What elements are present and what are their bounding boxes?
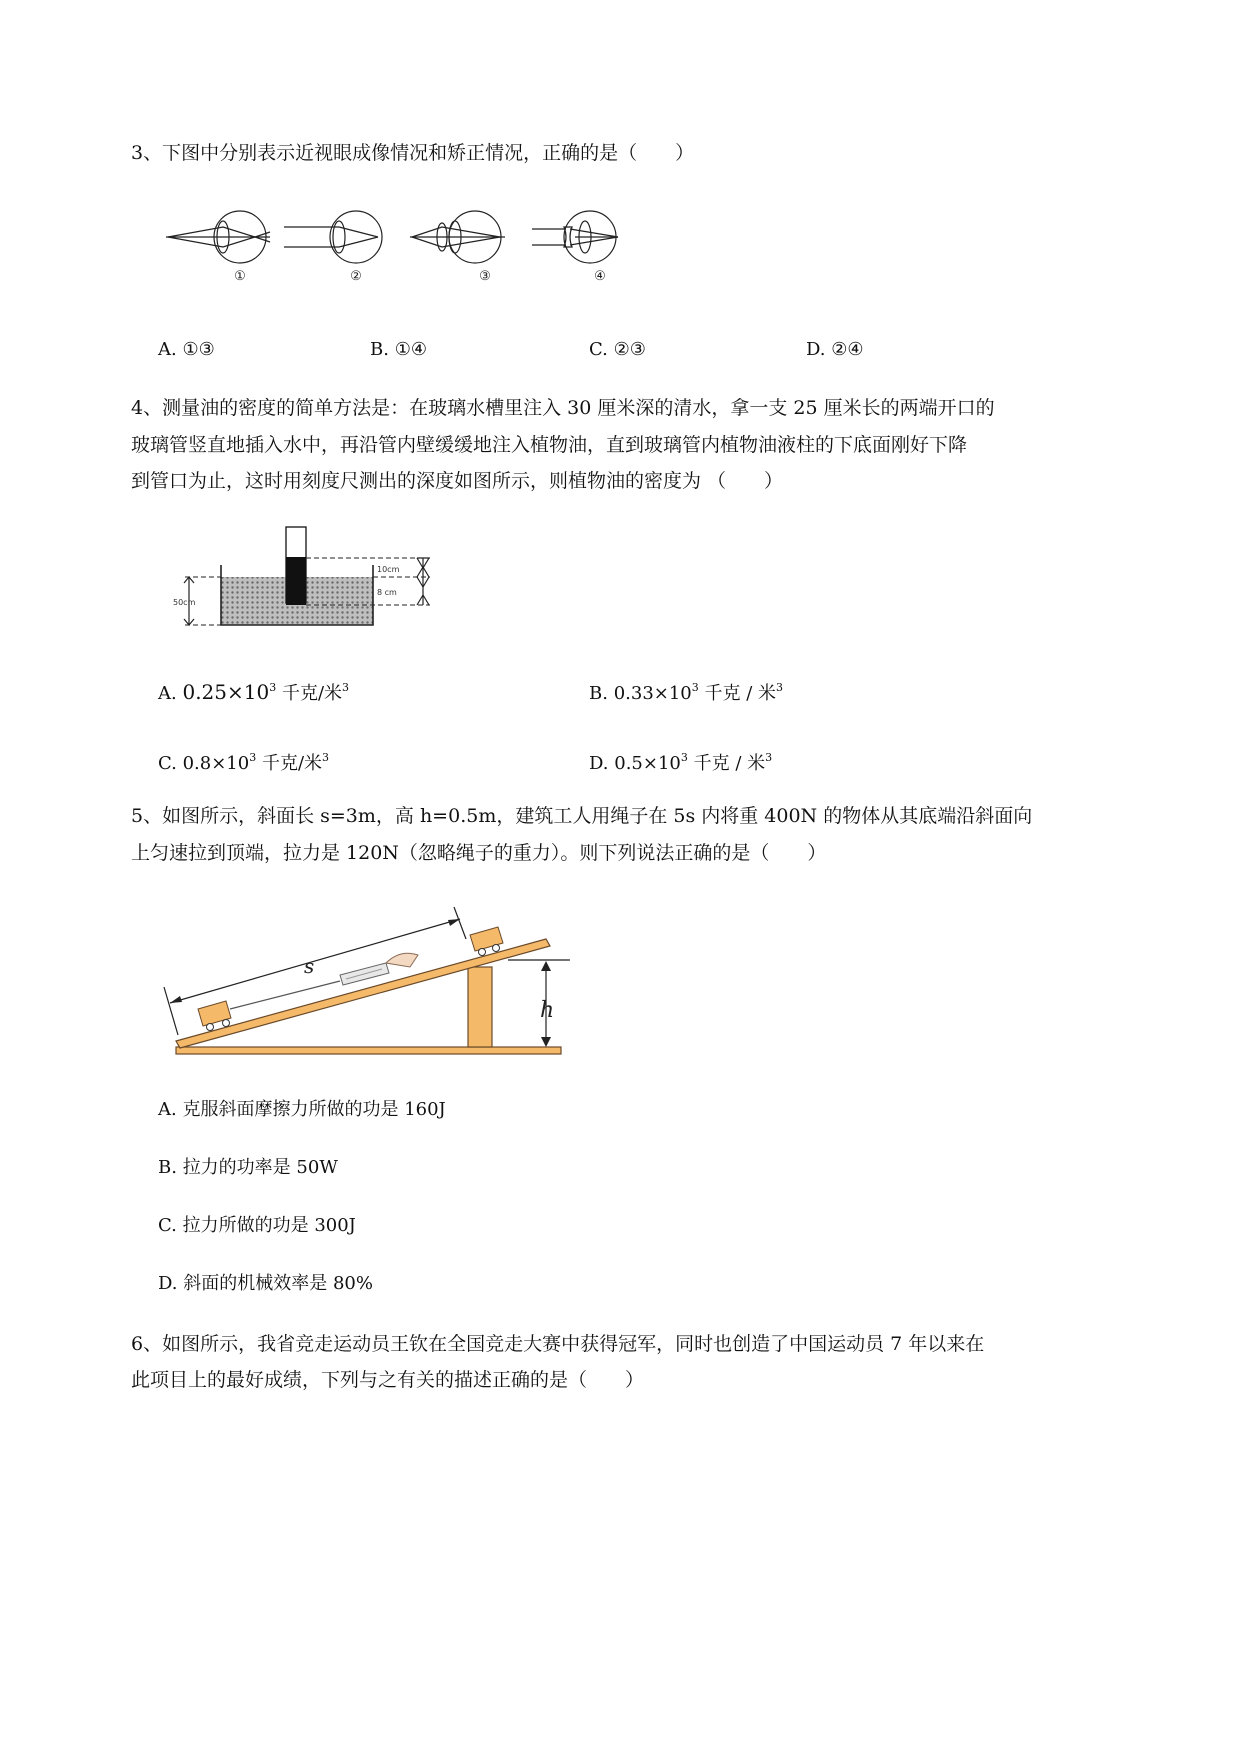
option-text: ①③ [182,339,215,360]
option-letter: C. [158,753,177,774]
q4-option-a[interactable] [158,676,349,706]
option-text: 斜面的机械效率是 80% [183,1273,373,1294]
option-letter: D. [158,1273,178,1294]
option-unit: 千克/米$^3$ [261,751,330,774]
q5-stem-line-1: 5、如图所示，斜面长 s=3m，高 h=0.5m，建筑工人用绳子在 5s 内将重 400N 的物体从其底端沿斜面向 [131,805,1033,827]
eye-label-1: ① [234,269,246,284]
option-text: ②④ [831,339,864,360]
q5-incline-diagram [160,905,580,1065]
q3-option-c[interactable] [589,338,646,362]
eye-label-3: ③ [479,269,491,284]
eye-diagram-2 [284,211,382,263]
option-letter: B. [370,339,389,360]
option-unit: 千克/米$^3$ [281,681,350,704]
label-s: s [304,954,315,978]
option-text: 克服斜面摩擦力所做的功是 160J [182,1099,446,1120]
option-unit: 千克 / 米$^3$ [704,681,784,704]
q5-option-c[interactable] [158,1214,356,1238]
q4-option-d[interactable] [589,746,772,776]
q5-option-a[interactable] [158,1098,446,1122]
option-text: ②③ [613,339,646,360]
eye-label-2: ② [350,269,362,284]
incline-board [176,939,550,1048]
lower-cart [198,1001,231,1031]
option-letter: D. [806,339,826,360]
option-text: 拉力的功率是 50W [182,1157,338,1178]
q5-option-d[interactable] [158,1272,373,1296]
q4-tank-diagram [165,525,445,635]
option-letter: A. [158,1099,177,1120]
q3-stem: 3、下图中分别表示近视眼成像情况和矫正情况，正确的是（ ） [131,142,695,164]
upper-cart [470,927,503,956]
option-letter: B. [158,1157,177,1178]
q3-option-a[interactable] [158,338,215,362]
q3-option-d[interactable] [806,338,864,362]
eye-label-4: ④ [594,269,606,284]
option-unit: 千克 / 米$^3$ [693,751,773,774]
q6-stem-line-1: 6、如图所示，我省竞走运动员王钦在全国竞走大赛中获得冠军，同时也创造了中国运动员 7 年以来在 [131,1333,985,1355]
q3-eye-diagrams [160,205,640,285]
q4-option-c[interactable] [158,746,329,776]
eye-diagram-3 [410,211,505,263]
q4-stem-line-3: 到管口为止，这时用刻度尺测出的深度如图所示，则植物油的密度为 （ ） [131,470,784,492]
option-value: $0.25\times 10^3$ [182,680,277,704]
option-letter: A. [158,683,177,704]
oil-column [286,557,306,605]
option-letter: C. [589,339,608,360]
option-value: $0.33\times 10^3$ [613,681,699,704]
q4-stem-line-2: 玻璃管竖直地插入水中，再沿管内壁缓缓地注入植物油，直到玻璃管内植物油液柱的下底面刚好下降 [131,434,968,456]
q5-stem-line-2: 上匀速拉到顶端，拉力是 120N（忽略绳子的重力）。则下列说法正确的是（ ） [131,842,827,864]
option-letter: C. [158,1215,177,1236]
q4-option-b[interactable] [589,676,783,706]
option-letter: A. [158,339,177,360]
label-50cm: 50cm [173,598,196,607]
option-text: 拉力所做的功是 300J [182,1215,356,1236]
ground-board [176,1047,561,1054]
q6-stem-line-2: 此项目上的最好成绩，下列与之有关的描述正确的是（ ） [131,1369,645,1391]
option-letter: B. [589,683,608,704]
label-10cm: 10cm [377,565,400,574]
eye-diagram-4 [532,211,618,263]
option-value: $0.5\times 10^3$ [614,751,688,774]
support-post [468,967,492,1047]
eye-diagram-1 [166,211,270,263]
option-letter: D. [589,753,609,774]
option-value: $0.8\times 10^3$ [182,751,257,774]
q3-option-b[interactable] [370,338,427,362]
label-h: h [540,998,555,1023]
label-8cm: 8 cm [377,588,397,597]
option-text: ①④ [394,339,427,360]
q5-option-b[interactable] [158,1156,338,1180]
q4-stem-line-1: 4、测量油的密度的简单方法是：在玻璃水槽里注入 30 厘米深的清水，拿一支 25 厘米长的两端开口的 [131,397,995,419]
